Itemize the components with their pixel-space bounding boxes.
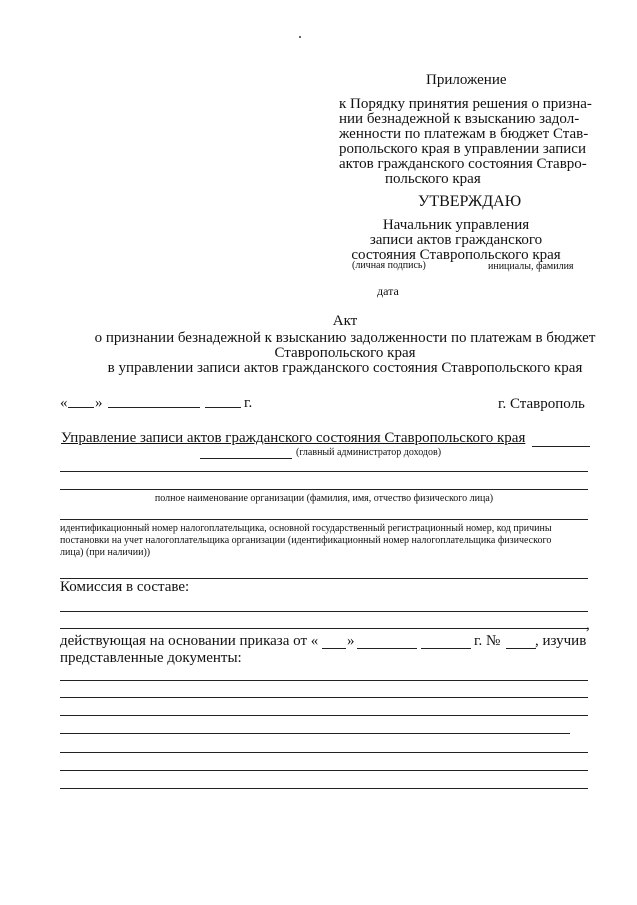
order-year-field[interactable] [421,648,471,649]
documents-field[interactable] [60,715,588,716]
admin-underline-tail [532,446,590,447]
year-field[interactable] [205,407,241,408]
act-line: Ставропольского края [274,345,416,361]
act-title: Акт [332,313,358,329]
inn-field[interactable] [60,519,588,520]
scan-dot [299,36,301,38]
commission-field[interactable] [60,628,588,629]
order-number-field[interactable] [506,648,536,649]
order-day-field[interactable] [322,648,346,649]
org-name-field[interactable] [60,471,588,472]
admin-hint-line [200,458,292,459]
appendix-line: ропольского края в управлении записи [339,141,586,157]
approve-position-line: Начальник управления [382,217,530,233]
month-field[interactable] [108,407,200,408]
approve-title: УТВЕРЖДАЮ [418,193,522,210]
appendix-line: польского края [385,171,481,187]
documents-field[interactable] [60,752,588,753]
approve-position-line: состояния Ставропольского края [351,247,561,263]
order-line2: представленные документы: [60,650,242,666]
commission-field[interactable] [60,611,588,612]
appendix-text [339,97,599,187]
act-line: в управлении записи актов гражданского состояния Ставропольского края [107,360,583,376]
act-subtitle [60,331,630,376]
documents-field[interactable] [60,680,588,681]
date-hint: дата [377,284,399,298]
open-quote: « [60,395,68,411]
appendix-line: актов гражданского состояния Ставро- [339,156,587,172]
appendix-line: женности по платежам в бюджет Став- [339,126,589,142]
order-year-label: г. № [474,633,501,649]
appendix-line: к Порядку принятия решения о призна- [339,96,592,112]
order-month-field[interactable] [357,648,417,649]
approve-position-line: записи актов гражданского [369,232,543,248]
approve-position [346,218,566,263]
org-hint: полное наименование организации (фамилия, имя, отчество физического лица) [154,493,494,504]
documents-field[interactable] [60,733,570,734]
appendix-line: нии безнадежной к взысканию задол- [339,111,580,127]
order-close-quote: » [347,633,355,649]
city: г. Ставрополь [498,396,585,412]
close-quote: » [95,395,103,411]
documents-field[interactable] [60,788,588,789]
inn-hint-line: лица) (при наличии)) [60,547,151,558]
inn-hint-line: идентификационный номер налогоплательщика, основной государственный регистрационный номер, код причины [60,523,552,534]
order-after: , изучив [535,633,587,649]
documents-field[interactable] [60,770,588,771]
inn-hint-line: постановки на учет налогоплательщика организации (идентификационный номер налогоплательщика физического [60,535,552,546]
commission-label: Комиссия в составе: [60,579,190,595]
order-text: действующая на основании приказа от « [60,633,319,649]
appendix-title: Приложение [426,72,507,88]
name-hint: инициалы, фамилия [488,261,574,272]
admin-name: Управление записи актов гражданского состояния Ставропольского края [61,430,526,446]
admin-hint: (главный администратор доходов) [296,447,442,458]
documents-field[interactable] [60,697,588,698]
year-suffix: г. [244,395,253,411]
day-field[interactable] [68,407,94,408]
org-name-field[interactable] [60,489,588,490]
act-line: о признании безнадежной к взысканию задолженности по платежам в бюджет [94,330,596,346]
signature-hint: (личная подпись) [352,260,426,271]
commission-comma: , [586,617,590,633]
inn-hint [60,523,600,559]
